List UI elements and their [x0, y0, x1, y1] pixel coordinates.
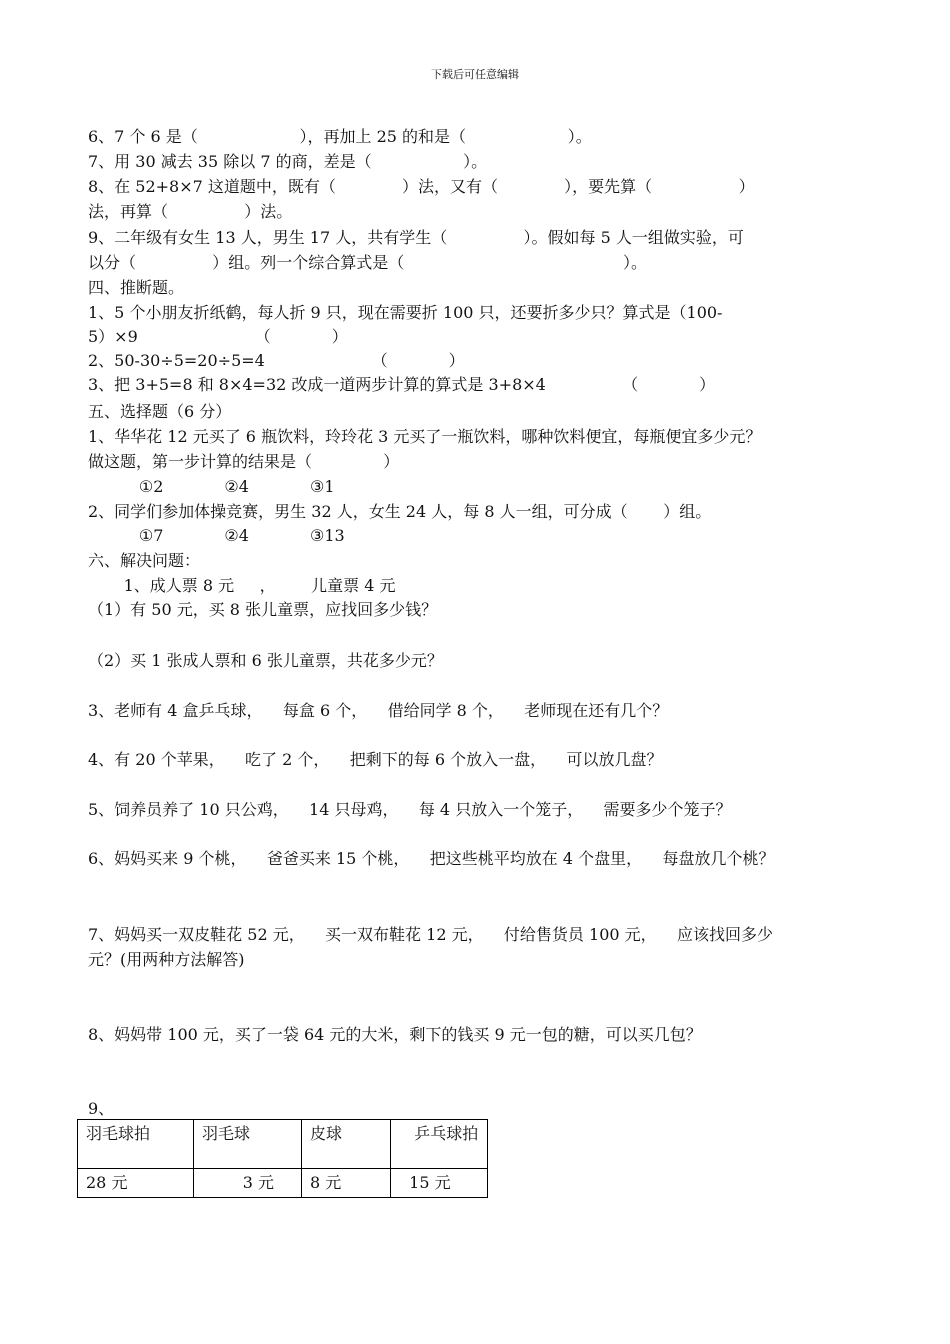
choice-2-options: ①7 ②4 ③13: [88, 526, 345, 545]
section-heading-choice: 五、选择题（6 分）: [88, 402, 232, 421]
choice-1-cont: 做这题，第一步计算的结果是（ ）: [88, 452, 400, 471]
price-table-value-row: [78, 1169, 488, 1198]
judgment-3: 3、把 3+5=8 和 8×4=32 改成一道两步计算的算式是 3+8×4 （ ）: [88, 375, 716, 394]
choice-1-options: ①2 ②4 ③1: [88, 477, 335, 496]
section-heading-problems: 六、解决问题：: [88, 551, 201, 570]
problem-1-part-1: （1）有 50 元，买 8 张儿童票，应找回多少钱？: [88, 600, 438, 619]
question-6: 6、7 个 6 是（ ），再加上 25 的和是（ ）。: [88, 127, 592, 146]
judgment-2: 2、50-30÷5=20÷5=4 （ ）: [88, 351, 465, 370]
problem-1-part-2: （2）买 1 张成人票和 6 张儿童票，共花多少元？: [88, 651, 443, 670]
table-cell: 28 元: [78, 1169, 194, 1198]
problem-7-cont: 元？(用两种方法解答): [88, 950, 245, 969]
section-heading-judgment: 四、推断题。: [88, 278, 185, 297]
page-header: 下载后可任意编辑: [431, 68, 519, 81]
table-cell: 8 元: [302, 1169, 391, 1198]
question-9-cont: 以分（ ）组。列一个综合算式是（ ）。: [88, 253, 647, 272]
table-cell: 15 元: [391, 1169, 488, 1198]
table-header-cell: 羽毛球: [194, 1120, 302, 1169]
question-8-cont: 法，再算（ ）法。: [88, 202, 293, 221]
question-8: 8、在 52+8×7 这道题中，既有（ ）法，又有（ ），要先算（ ）: [88, 177, 755, 196]
question-7: 7、用 30 减去 35 除以 7 的商，差是（ ）。: [88, 152, 488, 171]
problem-9-label: 9、: [88, 1099, 115, 1118]
problem-4: 4、有 20 个苹果， 吃了 2 个， 把剩下的每 6 个放入一盘， 可以放几盘？: [88, 750, 663, 769]
price-table: [77, 1119, 488, 1198]
problem-5: 5、饲养员养了 10 只公鸡， 14 只母鸡， 每 4 只放入一个笼子， 需要多少个笼子？: [88, 800, 732, 819]
choice-1: 1、华华花 12 元买了 6 瓶饮料，玲玲花 3 元买了一瓶饮料，哪种饮料便宜，每瓶便宜多少元？: [88, 427, 762, 446]
problem-6: 6、妈妈买来 9 个桃， 爸爸买来 15 个桃， 把这些桃平均放在 4 个盘里， 每盘放几个桃？: [88, 849, 775, 868]
table-cell: 3 元: [194, 1169, 302, 1198]
problem-1-prices: 1、成人票 8 元 ， 儿童票 4 元: [88, 576, 396, 595]
question-9: 9、二年级有女生 13 人，男生 17 人，共有学生（ ）。假如每 5 人一组做实验，可: [88, 228, 744, 247]
problem-7: 7、妈妈买一双皮鞋花 52 元， 买一双布鞋花 12 元， 付给售货员 100 元， 应该找回多少: [88, 925, 773, 944]
table-header-cell: 皮球: [302, 1120, 391, 1169]
table-header-cell: 乒乓球拍: [391, 1120, 488, 1169]
table-header-cell: 羽毛球拍: [78, 1120, 194, 1169]
judgment-1-cont: 5）×9 （ ）: [88, 327, 348, 346]
choice-2: 2、同学们参加体操竞赛，男生 32 人，女生 24 人，每 8 人一组，可分成（ ）组。: [88, 502, 712, 521]
problem-8: 8、妈妈带 100 元，买了一袋 64 元的大米，剩下的钱买 9 元一包的糖，可以买几包？: [88, 1025, 702, 1044]
judgment-1: 1、5 个小朋友折纸鹤，每人折 9 只，现在需要折 100 只，还要折多少只？算式是（100-: [88, 303, 723, 322]
price-table-header-row: [78, 1120, 488, 1169]
problem-3: 3、老师有 4 盒乒乓球， 每盒 6 个， 借给同学 8 个， 老师现在还有几个？: [88, 701, 669, 720]
